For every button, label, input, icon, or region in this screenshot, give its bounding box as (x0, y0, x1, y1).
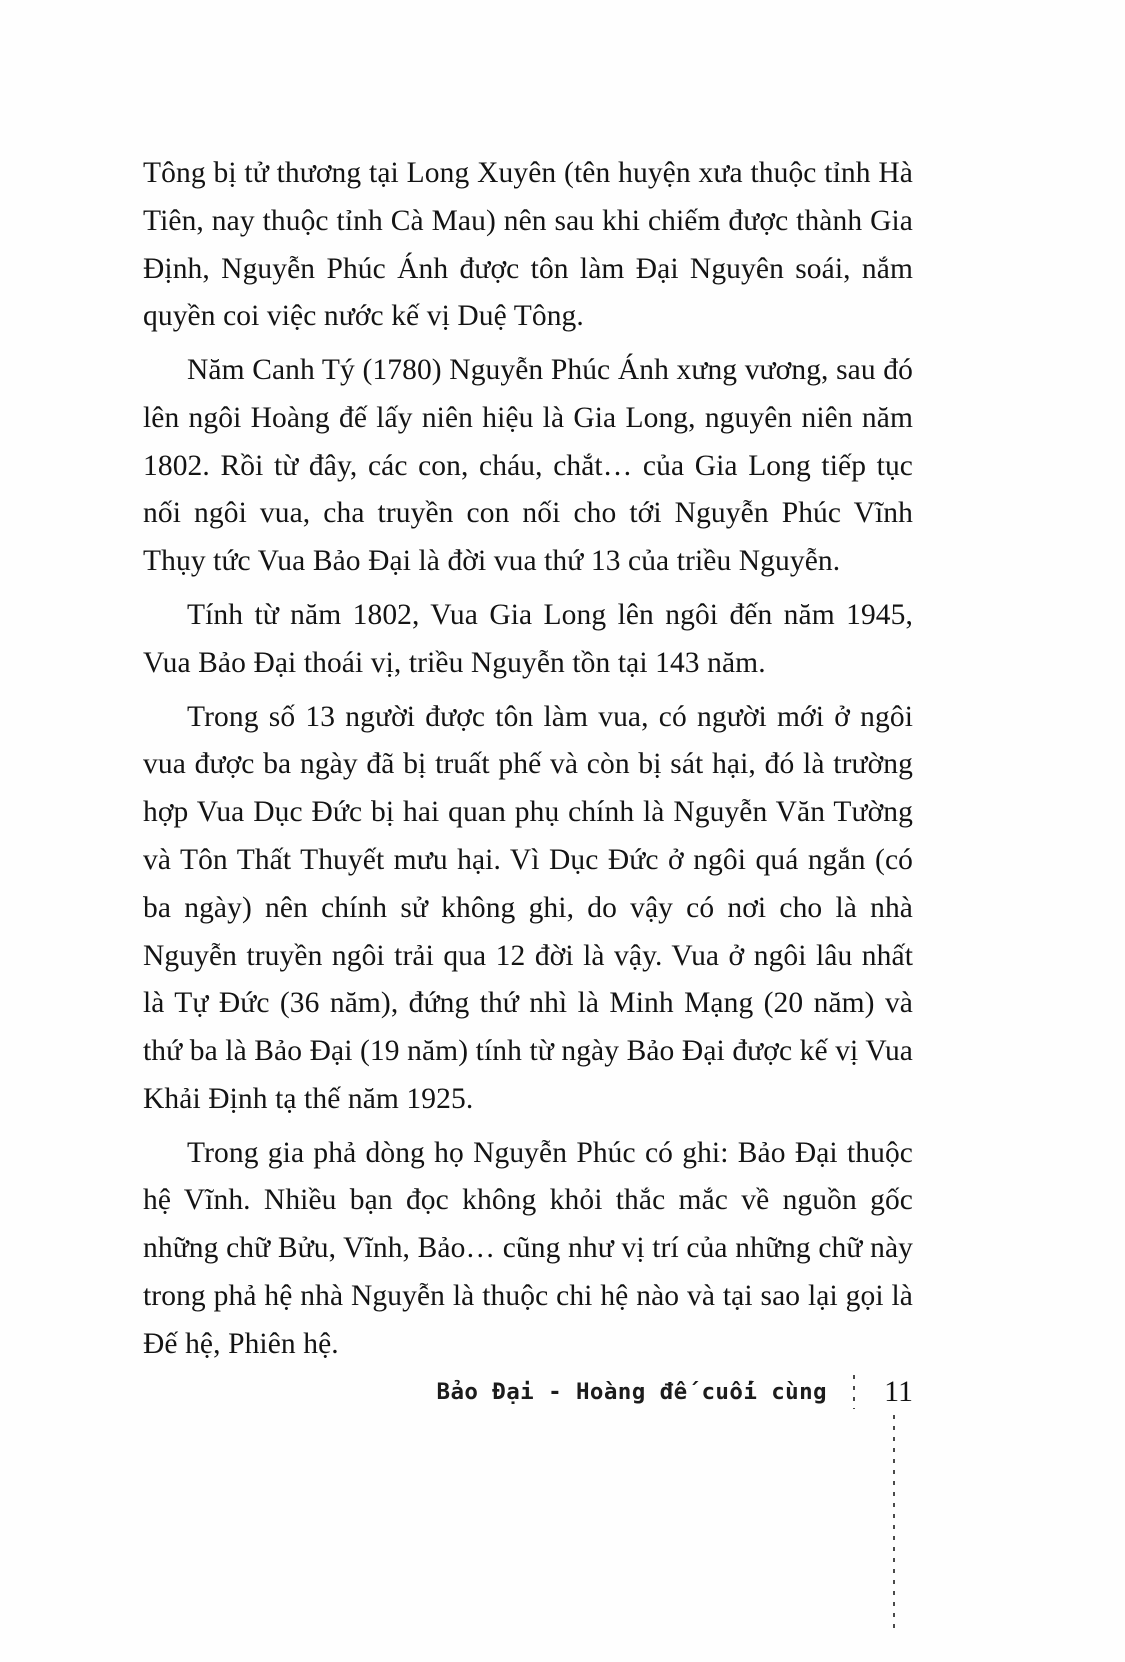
paragraph: Năm Canh Tý (1780) Nguyễn Phúc Ánh xưng vương, sau đó lên ngôi Hoàng đế lấy niên hiệu là Gia Long, nguyên niên năm 1802. Rồi từ đây, các con, cháu, chắt… của Gia Long tiếp tục nối ngôi vua, cha truyền con nối cho tới Nguyễn Phúc Vĩnh Thụy tức Vua Bảo Đại là đời vua thứ 13 của triều Nguyễn. (143, 354, 913, 578)
page-number: 11 (884, 1375, 913, 1408)
dotted-divider-tail-icon (893, 1415, 895, 1630)
paragraph: Tông bị tử thương tại Long Xuyên (tên huyện xưa thuộc tỉnh Hà Tiên, nay thuộc tỉnh Cà Mau) nên sau khi chiếm được thành Gia Định, Nguyễn Phúc Ánh được tôn làm Đại Nguyên soái, nắm quyền coi việc nước kế vị Duệ Tông. (143, 157, 913, 333)
page-footer (143, 1375, 913, 1415)
running-book-title: Bảo Đại - Hoàng đế cuối cùng (436, 1379, 827, 1405)
dotted-divider-icon (853, 1375, 855, 1409)
body-text-column (143, 150, 913, 1375)
paragraph: Trong gia phả dòng họ Nguyễn Phúc có ghi: Bảo Đại thuộc hệ Vĩnh. Nhiều bạn đọc không khỏi thắc mắc về nguồn gốc những chữ Bửu, Vĩnh, Bảo… cũng như vị trí của những chữ này trong phả hệ nhà Nguyễn là thuộc chi hệ nào và tại sao lại gọi là Đế hệ, Phiên hệ. (143, 1136, 913, 1360)
paragraph: Tính từ năm 1802, Vua Gia Long lên ngôi đến năm 1945, Vua Bảo Đại thoái vị, triều Nguyễn tồn tại 143 năm. (143, 599, 913, 679)
paragraph: Trong số 13 người được tôn làm vua, có người mới ở ngôi vua được ba ngày đã bị truất phế và còn bị sát hại, đó là trường hợp Vua Dục Đức bị hai quan phụ chính là Nguyễn Văn Tường và Tôn Thất Thuyết mưu hại. Vì Dục Đức ở ngôi quá ngắn (có ba ngày) nên chính sử không ghi, do vậy có nơi cho là nhà Nguyễn truyền ngôi trải qua 12 đời là vậy. Vua ở ngôi lâu nhất là Tự Đức (36 năm), đứng thứ nhì là Minh Mạng (20 năm) và thứ ba là Bảo Đại (19 năm) tính từ ngày Bảo Đại được kế vị Vua Khải Định tạ thế năm 1925. (143, 700, 913, 1115)
